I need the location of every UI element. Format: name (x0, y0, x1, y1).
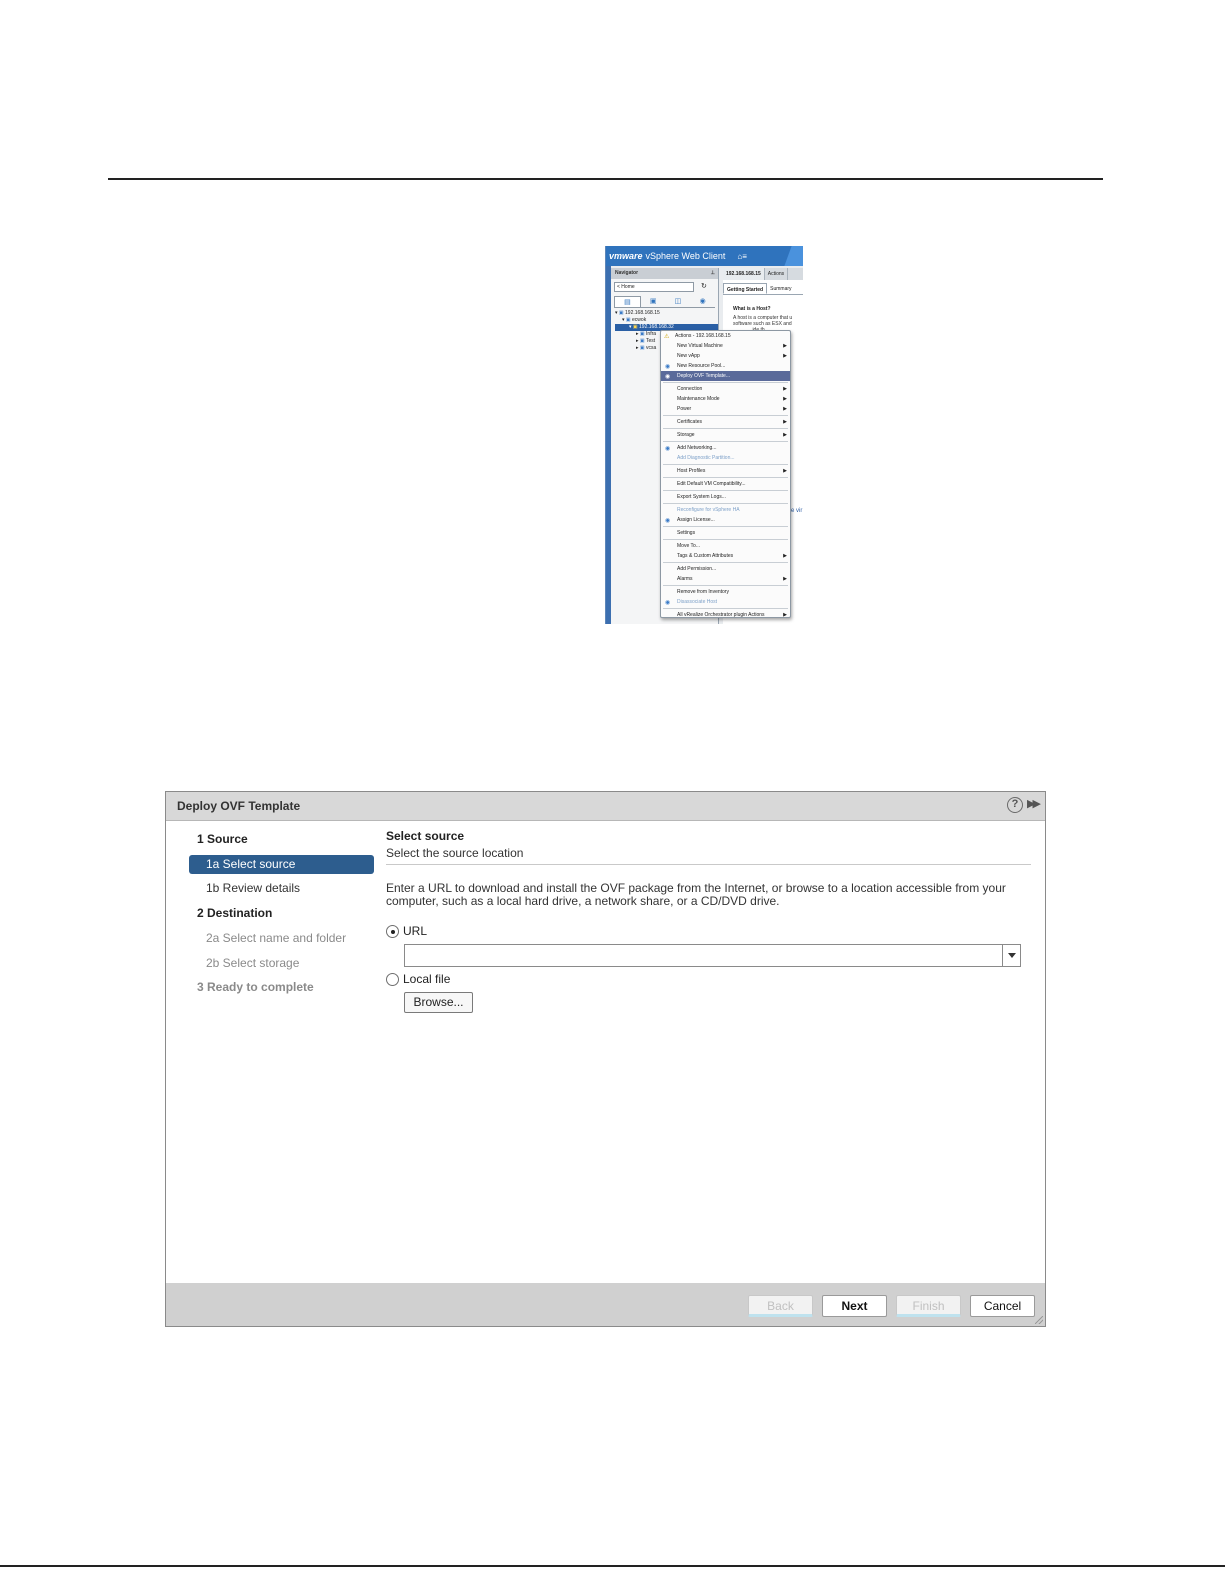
menu-item-icon: ◉ (665, 518, 671, 524)
menu-separator (663, 490, 788, 491)
wizard-step: 2a Select name and folder (206, 931, 347, 945)
storage-tab-icon[interactable]: ◫ (674, 298, 682, 305)
tree-node[interactable] (615, 310, 718, 317)
menu-separator (663, 562, 788, 563)
submenu-arrow-icon: ▶ (783, 406, 787, 412)
menu-item-icon: ◉ (665, 374, 671, 380)
hosts-clusters-tab-icon[interactable]: ▤ (614, 296, 641, 307)
navigator-tabs (614, 296, 715, 308)
menu-item-label: Assign License... (677, 517, 715, 523)
menu-item[interactable] (661, 351, 790, 361)
menu-item-label: Tags & Custom Attributes (677, 553, 734, 559)
collapse-icon[interactable]: ▸ (636, 331, 640, 337)
content-link-fragment[interactable]: e vir (791, 508, 803, 514)
wizard-step[interactable]: 1a Select source (189, 855, 374, 874)
resource-icon: ▣ (639, 331, 647, 337)
history-icon[interactable]: ↻ (701, 283, 707, 290)
actions-tab[interactable]: Actions (765, 268, 788, 280)
menu-item-label: Disassociate Host (677, 599, 718, 605)
menu-item-label: Deploy OVF Template... (677, 373, 730, 379)
wizard-step[interactable]: 2 Destination (197, 906, 273, 920)
header-decoration (784, 246, 803, 266)
body-line: software such as ESX and (733, 321, 792, 327)
menu-separator (663, 503, 788, 504)
navigator-home-button[interactable]: < Home (614, 282, 694, 292)
tree-node-label: 192.168.168.32 (639, 324, 674, 330)
home-icon[interactable]: ⌂≡ (737, 252, 747, 261)
menu-separator (663, 428, 788, 429)
vcenter-icon: ▣ (618, 310, 626, 316)
submenu-arrow-icon: ▶ (783, 353, 787, 359)
menu-item[interactable] (661, 417, 790, 427)
help-icon[interactable]: ? (1007, 797, 1023, 813)
menu-separator (663, 539, 788, 540)
menu-item[interactable] (661, 404, 790, 414)
dialog-title-bar (166, 792, 1045, 821)
resize-grip-icon[interactable] (1035, 1316, 1043, 1324)
expand-icon[interactable]: ▶▶ (1027, 798, 1038, 810)
menu-item[interactable] (661, 564, 790, 574)
menu-item-icon: ◉ (665, 446, 671, 452)
menu-item[interactable] (661, 341, 790, 351)
body-line: A host is a computer that u (733, 315, 793, 321)
menu-item-label: All vRealize Orchestrator plugin Actions (677, 612, 765, 618)
navigator-title: Navigator ⊥ (611, 268, 718, 279)
networking-tab-icon[interactable]: ◉ (699, 298, 706, 305)
menu-item[interactable] (661, 361, 790, 371)
host-icon: ▣ (632, 324, 640, 330)
menu-separator (663, 441, 788, 442)
actions-context-menu (660, 330, 791, 618)
url-radio[interactable] (386, 925, 399, 938)
menu-item (661, 505, 790, 515)
menu-item[interactable] (661, 466, 790, 476)
menu-item[interactable] (661, 541, 790, 551)
submenu-arrow-icon: ▶ (783, 386, 787, 392)
expand-icon[interactable]: ▾ (622, 317, 626, 323)
tree-node-label: ecwok (632, 317, 647, 323)
cancel-button[interactable]: Cancel (970, 1295, 1035, 1317)
dialog-footer (166, 1283, 1045, 1326)
menu-separator (663, 415, 788, 416)
submenu-arrow-icon: ▶ (783, 553, 787, 559)
host-icon: ⚠ (664, 334, 670, 340)
menu-item-label: Storage (677, 432, 695, 438)
menu-separator (663, 477, 788, 478)
tree-node[interactable] (615, 317, 718, 324)
tab-getting-started[interactable]: Getting Started (723, 283, 767, 294)
section-subtitle: Select the source location (386, 846, 524, 860)
menu-item (661, 453, 790, 463)
menu-item[interactable] (661, 515, 790, 525)
menu-item-label: Alarms (677, 576, 693, 582)
back-button[interactable]: Back (748, 1295, 813, 1317)
vms-templates-tab-icon[interactable]: ▣ (649, 298, 657, 305)
menu-separator (663, 526, 788, 527)
menu-item[interactable] (661, 430, 790, 440)
menu-separator (663, 382, 788, 383)
local-file-radio-label[interactable]: Local file (403, 972, 451, 986)
menu-item[interactable] (661, 574, 790, 584)
menu-item-icon: ◉ (665, 600, 671, 606)
tree-node-label: vcsa (646, 345, 657, 351)
menu-item-label: Add Diagnostic Partition... (677, 455, 735, 461)
menu-item-label: Power (677, 406, 692, 412)
instructions-text: Enter a URL to download and install the OVF package from the Internet, or browse to a location accessible from your computer, such as a local hard drive, a network share, or a CD/DVD drive. (386, 881, 1006, 908)
menu-item[interactable] (661, 551, 790, 561)
menu-item-label: Host Profiles (677, 468, 706, 474)
section-title: Select source (386, 829, 465, 843)
submenu-arrow-icon: ▶ (783, 419, 787, 425)
wizard-step[interactable]: 1 Source (197, 832, 248, 846)
menu-item-label: Export System Logs... (677, 494, 726, 500)
menu-item[interactable] (661, 479, 790, 489)
dialog-title: Deploy OVF Template (177, 799, 301, 813)
menu-separator (663, 585, 788, 586)
vsphere-title: vSphere Web Client (645, 251, 726, 261)
menu-item-label: Add Networking... (677, 445, 717, 451)
menu-separator (663, 464, 788, 465)
wizard-step: 2b Select storage (206, 956, 300, 970)
submenu-arrow-icon: ▶ (783, 576, 787, 582)
what-is-host-title: What is a Host? (733, 306, 771, 312)
menu-item-label: Maintenance Mode (677, 396, 720, 402)
object-tabs (723, 268, 803, 280)
menu-item (661, 597, 790, 607)
menu-item[interactable] (661, 384, 790, 394)
pin-icon[interactable]: ⊥ (710, 270, 715, 276)
submenu-arrow-icon: ▶ (783, 343, 787, 349)
collapse-icon[interactable]: ▸ (636, 345, 640, 351)
url-radio-label[interactable]: URL (403, 924, 428, 938)
tree-node-label: Infra (646, 331, 657, 337)
collapse-icon[interactable]: ▸ (636, 338, 640, 344)
tree-node-label: Test (645, 338, 656, 344)
menu-item-label: Connection (677, 386, 703, 392)
resource-icon: ▣ (639, 338, 646, 344)
next-button[interactable]: Next (822, 1295, 887, 1317)
context-menu-header: ⚠ Actions - 192.168.168.15 (664, 333, 731, 340)
menu-item-label: Add Permission... (677, 566, 717, 572)
deploy-ovf-dialog (165, 791, 1046, 1327)
menu-item-label: Certificates (677, 419, 703, 425)
tree-node-label: 192.168.168.15 (625, 310, 660, 316)
page-bottom-rule (0, 1565, 1225, 1567)
menu-item-label: Settings (677, 530, 696, 536)
menu-item-label: New Resource Pool... (677, 363, 726, 369)
menu-separator (663, 608, 788, 609)
menu-item[interactable] (661, 587, 790, 597)
page-top-rule (108, 178, 1103, 180)
menu-item[interactable] (661, 492, 790, 502)
menu-item-label: New vApp (677, 353, 700, 359)
vsphere-header (606, 246, 803, 266)
collapse-icon[interactable]: ▾ (629, 324, 633, 330)
menu-item-label: Move To... (677, 543, 700, 549)
menu-item-label: Reconfigure for vSphere HA (677, 507, 740, 513)
section-divider (386, 864, 1031, 865)
menu-item-label: New Virtual Machine (677, 343, 723, 349)
menu-item[interactable] (661, 610, 790, 620)
wizard-step: 3 Ready to complete (197, 980, 314, 994)
browse-button[interactable]: Browse... (404, 992, 473, 1013)
url-combobox[interactable] (404, 944, 1021, 967)
submenu-arrow-icon: ▶ (783, 396, 787, 402)
expand-icon[interactable]: ▾ (615, 310, 619, 316)
object-tab[interactable]: 192.168.168.15 (723, 268, 765, 280)
datacenter-icon: ▣ (625, 317, 633, 323)
resource-icon: ▣ (639, 345, 647, 351)
content-subtabs (723, 283, 803, 295)
submenu-arrow-icon: ▶ (783, 468, 787, 474)
menu-item[interactable] (661, 394, 790, 404)
menu-item-label: Remove from Inventory (677, 589, 729, 595)
menu-item[interactable] (661, 528, 790, 538)
url-input[interactable] (405, 945, 1002, 966)
menu-item[interactable] (661, 371, 790, 381)
local-file-radio[interactable] (386, 973, 399, 986)
tab-summary[interactable]: Summary (770, 286, 792, 292)
menu-item-label: Edit Default VM Compatibility... (677, 481, 746, 487)
menu-item-icon: ◉ (665, 364, 671, 370)
wizard-step[interactable]: 1b Review details (206, 881, 301, 895)
finish-button[interactable]: Finish (896, 1295, 961, 1317)
submenu-arrow-icon: ▶ (783, 612, 787, 618)
vmware-logo: vmware (609, 251, 643, 261)
chevron-down-icon[interactable] (1002, 945, 1020, 966)
submenu-arrow-icon: ▶ (783, 432, 787, 438)
menu-item[interactable] (661, 443, 790, 453)
